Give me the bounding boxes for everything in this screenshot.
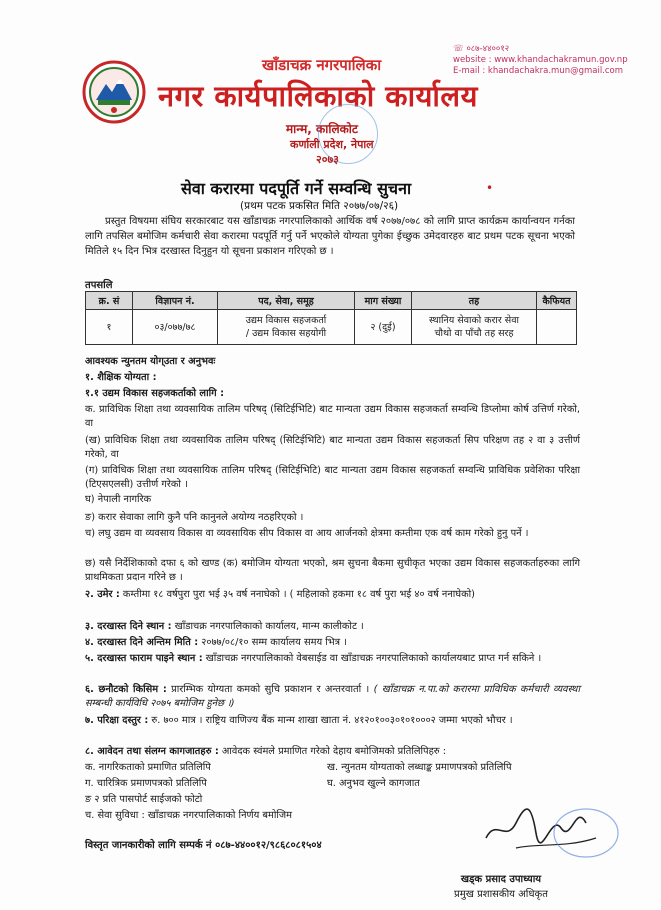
notice-subtitle: (प्रथम पटक प्रकसित मिति २०७७/०७/२६) [240, 200, 399, 212]
email: E-mail : khandachakra.mun@gmail.com [453, 66, 624, 76]
website: website : www.khandachakramun.gov.np [453, 55, 628, 65]
footer-contact: विस्तृत जानकारीको लागि सम्पर्क नं ०८७-४४००१२/९८६८०८१५०४ [85, 840, 322, 851]
title-mark: • [486, 181, 494, 195]
selection-type [85, 683, 580, 711]
contact-block [453, 44, 628, 77]
fee-label: ७. परिक्षा दस्तुर : [85, 715, 149, 726]
address-line: मान्म, कालिकोट [286, 122, 358, 136]
place-text: खाँडाचक्र नगरपालिकाको कार्यालय, मान्म कालीकोट । [174, 621, 364, 632]
fee-text: रु. ७०० मात्र । राष्ट्रिय वाणिज्य बैंक मान्म शाखा खाता नं. ४१२०१००३०१०१०००२ जम्मा भएको भौचर । [151, 715, 513, 726]
signatory-name: खड्क प्रसाद उपाध्याय [460, 874, 542, 885]
office-stamp [318, 104, 378, 164]
selection-label: ६. छनौटको किसिम : [85, 684, 167, 695]
established-year: २०७३ [316, 153, 339, 166]
documents [85, 745, 580, 759]
req-cha: च) लघु उद्यम वा व्यवसाय विकास वा व्यवसायिक सीप विकास वा आय आर्जनको क्षेत्रमा कम्तीमा एक वर्ष काम गरेको हुनु पर्ने । [85, 528, 529, 539]
posts-table [85, 291, 577, 345]
doc-item: क. नागरिकताको प्रमाणित प्रतिलिपि [85, 762, 211, 773]
doc-item: च. सेवा सुविधा : खाँडाचक्र नगरपालिकाको निर्णय बमोजिम [85, 810, 293, 821]
selection-text: प्रारम्भिक योग्यता कमको सुचि प्रकाशन र अन्तरवार्ता । [171, 684, 370, 695]
place-label: ३. दरखास्त दिने स्थान : [85, 621, 172, 632]
cell-post [218, 310, 355, 345]
header-post: पद, सेवा, समूह [218, 292, 355, 310]
req-chha: छ) यसै निर्देशिकाको दफा ६ को खण्ड (क) बमोजिम योग्यता भएको, श्रम सुचना बैकमा सुचीकृत भएका उद्यम विकास सहजकर्ताहरुका लागि प्राथमिकता प्रदान गरिने छ । [85, 558, 580, 583]
phone: ☏ ०८७-४४००१२ [453, 44, 510, 54]
form-label: ५. दरखास्त फाराम पाइने स्थान : [85, 653, 203, 664]
header-level: तह [412, 292, 537, 310]
deadline-label: ४. दरखास्त दिने अन्तिम मिति : [85, 637, 199, 648]
header-remarks: कैफियत [537, 292, 577, 310]
cell-level [412, 310, 537, 345]
signatory-title: प्रमुख प्रशासकीय अधिकृत [454, 889, 548, 900]
req-gha: घ) नेपाली नागरिक [85, 494, 152, 505]
doc-item: ख. न्युनतम योग्यताको लब्धाङ्क प्रमाणपत्रको प्रतिलिपि [327, 762, 512, 773]
office-title: नगर कार्यपालिकाको कार्यालय [158, 79, 478, 113]
docs-label: ८. आवेदन तथा संलग्न कागजातहरु : [85, 746, 219, 757]
selection-note: ( खाँडाचक्र न.पा.को करारमा प्राविधिक कर्मचारी व्यवस्था सम्बन्धी कार्यविधि २०७५ बमोजिम हुनेछ ।) [85, 684, 580, 709]
province-line: कर्णाली प्रदेश, नेपाल [290, 138, 374, 151]
application-deadline [85, 636, 580, 650]
deadline-text: २०७७/०८/१० सम्म कार्यालय समय भित्र । [201, 637, 347, 648]
req-kha: (ख) प्राविधिक शिक्षा तथा व्यवसायिक तालिम परिषद् (सिटिईभिटि) बाट मान्यता उद्यम विकास सहजकर्ता सिप परिक्षण तह २ वा ३ उत्तीर्ण गरेको, वा [85, 435, 580, 460]
age-requirement [85, 588, 580, 602]
doc-item: ग. चारित्रिक प्रमाणपत्रको प्रतिलिपि [85, 778, 207, 789]
cell-demand: २ (दुई) [355, 310, 412, 345]
notice-title: सेवा करारमा पदपूर्ति गर्ने सम्वन्धि सुचना [181, 179, 412, 198]
intro-paragraph: प्रस्तुत विषयमा संघिय सरकारबाट यस खाँडाचक्र नगरपालिकाको आर्थिक वर्ष २०७७/०७८ को लागि प्राप्त कार्यक्रम कार्यान्वयन गर्नका लागि तपसिल बमोजिम कर्मचारी सेवा करारमा पदपूर्ति गर्नु पर्ने भएकोले योग्यता पुगेका ईच्छुक उमेदवारहरु बाट प्रथम पटक सूचना भएको मितिले १५ दिन भित्र दरखास्त दिनुहुन यो सूचना प्रकाशन गरिएको छ । [85, 216, 575, 257]
application-place [85, 620, 580, 634]
post-line: / उद्यम विकास सहयोगी [245, 328, 327, 339]
doc-item: ङ २ प्रति पासपोर्ट साईजको फोटो [85, 794, 203, 805]
header-demand: माग संख्या [355, 292, 412, 310]
header-sn: क्र. सं [86, 292, 133, 310]
age-text: कम्तीमा १८ वर्षपुरा पुरा भई ३५ वर्ष ननाघेको । ( महिलाको हकमा १८ वर्ष पुरा भई ४० वर्ष ननाघेको) [122, 589, 475, 600]
table-row [86, 310, 577, 345]
sub-heading: १.१ उद्यम विकास सहजकर्ताको लागि : [85, 388, 224, 399]
signature-icon [476, 793, 626, 863]
cell-remarks [537, 310, 577, 345]
post-line: उद्यम विकास सहजकर्ता [245, 315, 327, 326]
municipality-name: खाँडाचक्र नगरपालिका [262, 56, 382, 74]
header-adv-no: विज्ञापन नं. [133, 292, 218, 310]
cell-sn: १ [86, 310, 133, 345]
req-ga: (ग) प्राविधिक शिक्षा तथा व्यवसायिक तालिम परिषद् (सिटिईभिटि) बाट मान्यता उद्यम विकास सहजकर्ता सम्वन्धि प्राविधिक प्रवेशिका परिक्षा (टिएसएलसी) उत्तीर्ण गरेको । [85, 465, 580, 490]
table-label: तपसलि [85, 280, 113, 291]
requirements-heading: आवश्यक न्युनतम योग्उता र अनुभवः [85, 356, 216, 367]
req-ka: क. प्राविधिक शिक्षा तथा व्यवसायिक तालिम परिषद् (सिटिईभिटि) बाट मान्यता उद्यम विकास सहजकर्ता सम्वन्धि डिप्लोमा कोर्ष उत्तिर्ण गरेको, वा [85, 404, 580, 429]
doc-item: घ. अनुभव खुल्ने कागजात [327, 778, 420, 789]
req-nga: ङ) करार सेवाका लागि कुनै पनि कानुनले अयोग्य नठहरिएको । [85, 512, 304, 523]
exam-fee [85, 714, 580, 728]
level-line: स्थानिय सेवाको करार सेवा [429, 315, 519, 326]
municipality-emblem-icon [82, 60, 146, 124]
table-header-row [86, 292, 577, 310]
level-line: चौथो वा पाँचौ तह सरह [434, 328, 514, 339]
docs-text: आवेदक स्वंमले प्रमाणित गरेको देहाय बमोजिमको प्रतिलिपिहरु : [221, 746, 447, 757]
age-label: २. उमेर : [85, 589, 120, 600]
form-text: खाँडाचक्र नगरपालिकाको वेबसाईड वा खाँडाचक्र नगरपालिकाको कार्यालयबाट प्राप्त गर्न सकिने । [205, 653, 542, 664]
cell-adv-no: ०३/०७७/७८ [133, 310, 218, 345]
form-place [85, 652, 580, 666]
education-heading: १. शैक्षिक योग्यता : [85, 372, 157, 383]
